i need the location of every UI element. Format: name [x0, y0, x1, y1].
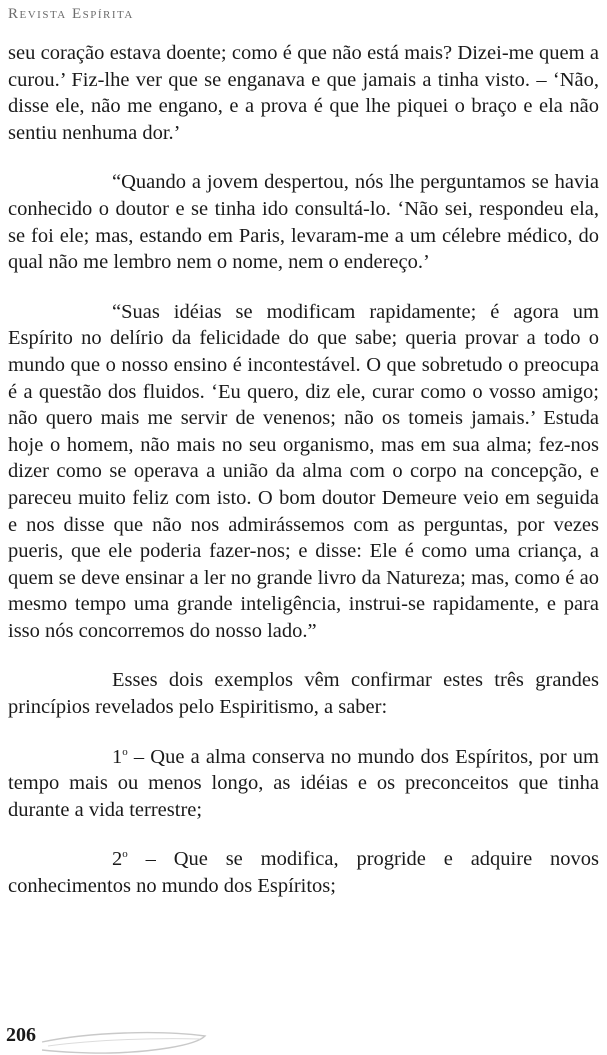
paragraph-continuation: seu coração estava doente; como é que não está mais? Dizei-me quem a curou.’ Fiz-lhe ver que se enganava e que jamais a tinha visto. – ‘Não, disse ele, não me engano, e a prova é que lhe piquei o braço e ela não sentiu nenhuma dor.’: [8, 42, 599, 144]
principle-1: [8, 744, 599, 824]
principle-2: [8, 846, 599, 899]
body-text: [8, 40, 599, 923]
principle-1-number: 1: [112, 745, 123, 768]
paragraph-awakening: “Quando a jovem despertou, nós lhe perguntamos se havia conhecido o doutor e se tinha ido consultá-lo. ‘Não sei, respondeu ela, se foi ele; mas, estando em Paris, levaram-me a um célebre médico, do qual não me lembro nem o nome, nem o endereço.’: [8, 171, 599, 274]
principle-2-number: 2: [112, 848, 123, 871]
running-head: Revista Espírita: [8, 6, 134, 22]
paragraph-ideas-change: “Suas idéias se modificam rapidamente; é agora um Espírito no delírio da felicidade do que sabe; queria provar a todo o mundo que o nosso ensino é incontestável. O que sobretudo o preocupa é a questão dos fluidos. ‘Eu quero, diz ele, curar como o vosso amigo; não quero mais me servir de venenos; não os tomeis jamais.’ Estuda hoje o homem, não mais no seu organismo, mas em sua alma; fez-nos dizer como se operava a união da alma com o corpo na concepção, e pareceu muito feliz com isto. O bom doutor Demeure veio em seguida e nos disse que não nos admirássemos com as perguntas, por vezes pueris, que ele poderia fazer-nos; e disse: Ele é como uma criança, a quem se deve ensinar a ler no grande livro da Natureza; mas, como é ao mesmo tempo uma grande inteligência, instrui-se rapidamente, e para isso nós concorremos do nosso lado.”: [8, 300, 599, 642]
principle-1-text: – Que a alma conserva no mundo dos Espíritos, por um tempo mais ou menos longo, as idéias e os preconceitos que tinha durante a vida terrestre;: [8, 745, 599, 821]
principle-1-ordinal: o: [122, 745, 128, 758]
page-number: 206: [6, 1024, 36, 1046]
paragraph-examples: Esses dois exemplos vêm confirmar estes três grandes princípios revelados pelo Espiritismo, a saber:: [8, 669, 599, 719]
principle-2-text: – Que se modifica, progride e adquire novos conhecimentos no mundo dos Espíritos;: [8, 848, 599, 898]
principle-2-ordinal: o: [122, 848, 128, 861]
